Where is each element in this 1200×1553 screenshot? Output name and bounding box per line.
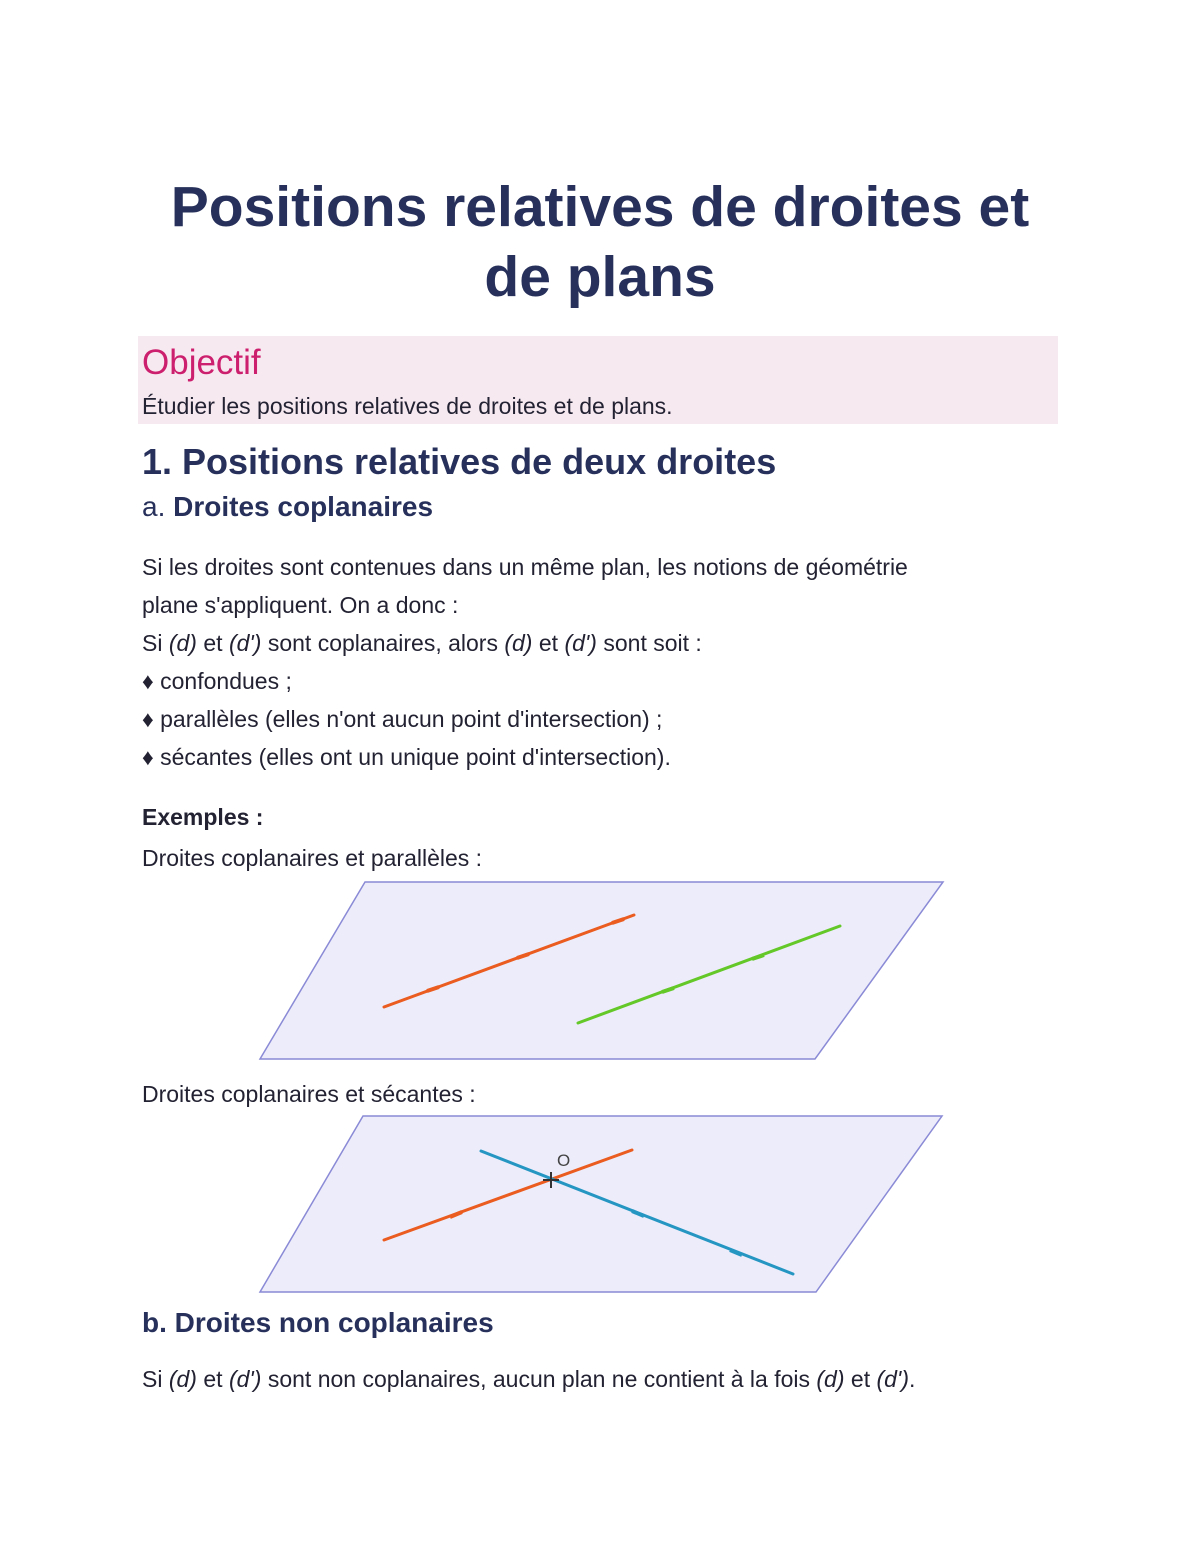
- section-1-heading: 1. Positions relatives de deux droites: [142, 441, 777, 482]
- text-et: et: [196, 1366, 229, 1392]
- paragraph-b: [142, 1360, 915, 1398]
- examples-heading: Exemples :: [142, 804, 264, 830]
- caption-paralleles: Droites coplanaires et parallèles :: [142, 845, 483, 871]
- page-title-line-1: Positions relatives de droites et: [170, 175, 1030, 239]
- text-non-coplanaires: sont non coplanaires, aucun plan ne contient à la fois: [261, 1366, 817, 1392]
- page-title-line-2: de plans: [484, 245, 716, 309]
- list-item-text: confondues ;: [160, 668, 292, 694]
- list-item-text: parallèles (elles n'ont aucun point d'intersection) ;: [160, 706, 663, 732]
- plane-2: [260, 1116, 942, 1292]
- subsection-a-label: a.: [142, 491, 166, 522]
- math-d: (d): [168, 1366, 197, 1392]
- list-item-paralleles: [142, 700, 908, 738]
- text-et: et: [532, 630, 565, 656]
- point-label-o: O: [557, 1151, 571, 1170]
- list-item-confondues: [142, 662, 908, 700]
- diamond-bullet-icon: ♦: [142, 744, 154, 770]
- text-sont-soit: sont soit :: [596, 630, 702, 656]
- text-et: et: [196, 630, 229, 656]
- text-si: Si: [142, 1366, 169, 1392]
- objective-text: Étudier les positions relatives de droites et de plans.: [142, 393, 673, 419]
- figure-intersecting-lines: [0, 1105, 1200, 1305]
- caption-secantes: Droites coplanaires et sécantes :: [142, 1081, 476, 1107]
- page-title: [0, 172, 1200, 312]
- plane-1: [260, 882, 943, 1059]
- math-dprime: (d'): [228, 1366, 262, 1392]
- text-coplanaires-alors: sont coplanaires, alors: [261, 630, 505, 656]
- subsection-a-title: Droites coplanaires: [173, 491, 434, 522]
- list-item-secantes: [142, 738, 908, 776]
- subsection-b-heading: [142, 1306, 494, 1340]
- objective-box: [138, 336, 1058, 424]
- math-d: (d): [504, 630, 533, 656]
- math-dprime: (d'): [876, 1366, 909, 1392]
- text-si: Si: [142, 630, 169, 656]
- diamond-bullet-icon: ♦: [142, 706, 154, 732]
- list-item-text: sécantes (elles ont un unique point d'intersection).: [160, 744, 671, 770]
- paragraph-a-line-1: Si les droites sont contenues dans un même plan, les notions de géométrie: [142, 554, 908, 580]
- paragraph-a: [142, 548, 908, 776]
- text-et: et: [844, 1366, 877, 1392]
- paragraph-a-line-3: [142, 624, 908, 662]
- figure-parallel-lines: [0, 870, 1200, 1070]
- subsection-a-heading: [142, 490, 433, 524]
- math-d: (d): [816, 1366, 845, 1392]
- paragraph-a-line-2: plane s'appliquent. On a donc :: [142, 592, 459, 618]
- subsection-b-label: b.: [142, 1307, 167, 1338]
- diamond-bullet-icon: ♦: [142, 668, 154, 694]
- math-dprime: (d'): [564, 630, 597, 656]
- objective-heading: Objectif: [142, 343, 261, 382]
- subsection-b-title: Droites non coplanaires: [174, 1307, 494, 1338]
- math-d: (d): [168, 630, 197, 656]
- math-dprime: (d'): [228, 630, 262, 656]
- text-period: .: [909, 1366, 916, 1392]
